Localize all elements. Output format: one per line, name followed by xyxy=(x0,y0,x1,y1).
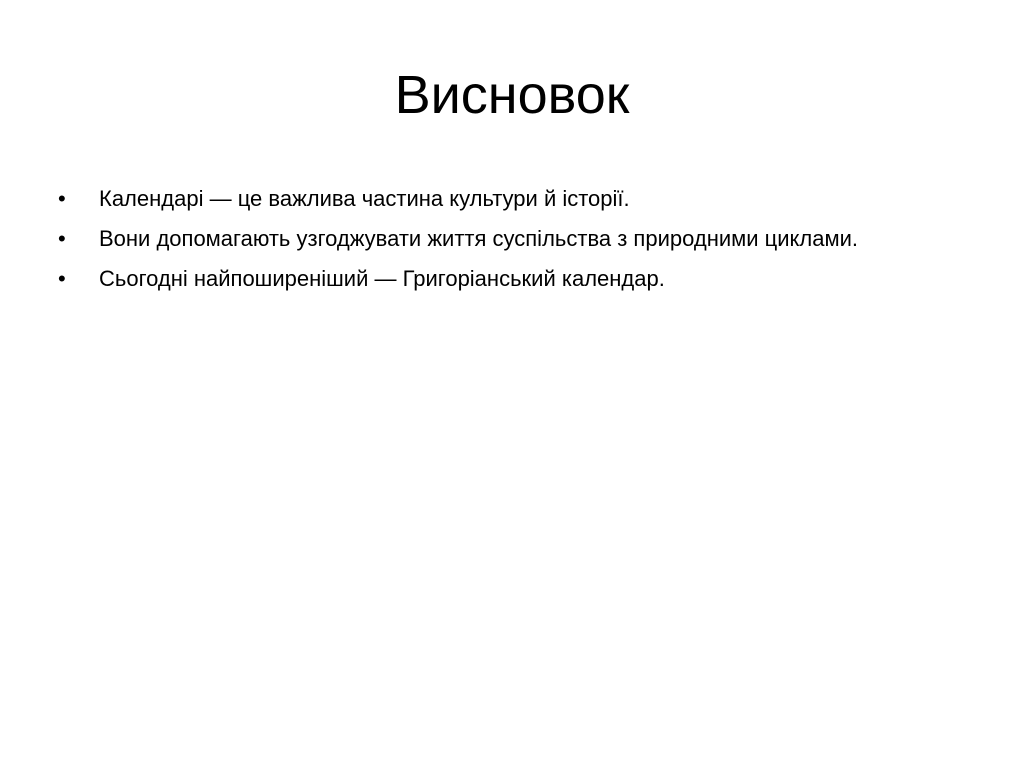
bullet-item xyxy=(58,183,918,214)
bullet-dot-icon: • xyxy=(58,226,66,251)
bullet-list xyxy=(58,183,918,303)
bullet-text: Календарі — це важлива частина культури й історії. xyxy=(99,186,630,211)
bullet-text: Сьогодні найпоширеніший — Григоріанський календар. xyxy=(99,266,665,291)
bullet-dot-icon: • xyxy=(58,266,66,291)
bullet-dot-icon: • xyxy=(58,186,66,211)
bullet-text: Вони допомагають узгоджувати життя суспільства з природними циклами. xyxy=(99,226,859,251)
bullet-item xyxy=(58,223,918,254)
slide-title: Висновок xyxy=(394,65,630,125)
bullet-item xyxy=(58,263,918,294)
